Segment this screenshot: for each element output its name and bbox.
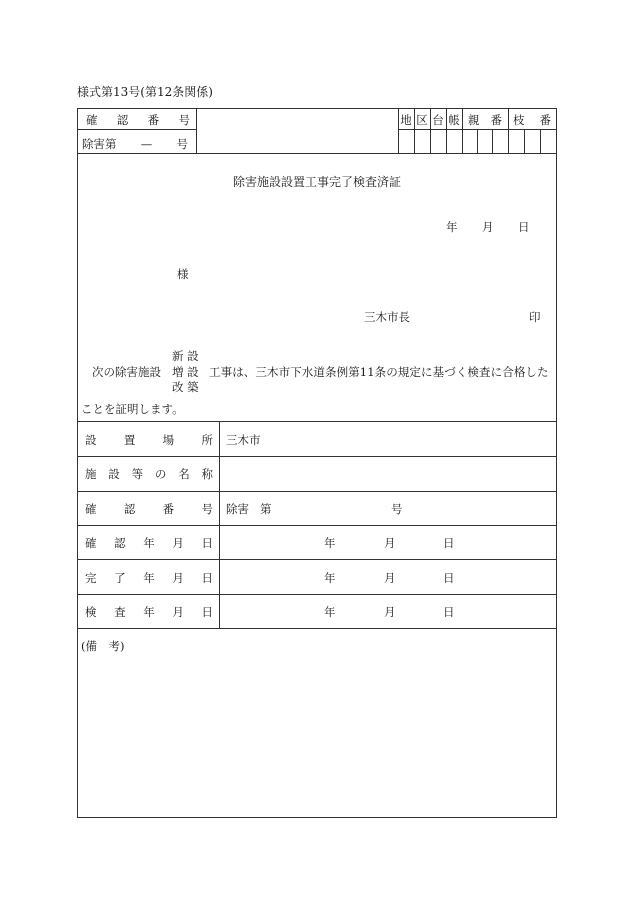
body-continuation: ことを証明します。 (81, 402, 184, 416)
confirm-number-header: 確 認 番 号 (86, 113, 190, 127)
ledger-ku: 区 (416, 113, 428, 127)
certificate-frame (77, 108, 557, 818)
ledger-parent-number: 親 番 (468, 113, 502, 127)
header-bottom-line-left (78, 153, 398, 154)
addressee-suffix: 様 (177, 267, 189, 281)
body-prefix: 次の除害施設 (92, 365, 161, 379)
header-vline-1 (196, 109, 197, 153)
confirm-number-value: 除害第 — 号 (82, 137, 188, 151)
row-completion-date-month: 月 (384, 571, 396, 585)
row-completion-date-year: 年 (324, 571, 336, 585)
table-label-divider (219, 421, 220, 628)
row-confirm-number-dai: 第 (260, 502, 272, 516)
issue-date-year: 年 (446, 220, 458, 234)
remarks-label: (備 考) (81, 639, 125, 653)
row-confirm-date-month: 月 (384, 536, 396, 550)
row-location-label: 設 置 場 所 (85, 433, 213, 447)
option-rebuild: 改 築 (172, 380, 199, 394)
ledger-chi: 地 (400, 113, 412, 127)
row-confirm-number-go: 号 (391, 502, 403, 516)
ledger-branch-number: 枝 番 (513, 113, 551, 127)
ledger-chou: 帳 (448, 113, 460, 127)
issue-date-day: 日 (518, 220, 530, 234)
ledger-dai: 台 (432, 113, 444, 127)
row-location-value: 三木市 (226, 433, 261, 447)
certificate-title: 除害施設設置工事完了検査済証 (232, 175, 401, 189)
form-number-label: 様式第13号(第12条関係) (77, 85, 213, 99)
row-confirm-date-label: 確 認 年 月 日 (85, 536, 213, 550)
body-suffix: 工事は、三木市下水道条例第11条の規定に基づく検査に合格した (209, 365, 549, 379)
row-confirm-number-prefix: 除害 (226, 502, 249, 516)
option-expand: 増 設 (172, 365, 199, 379)
row-confirm-date-day: 日 (443, 536, 455, 550)
row-confirm-date-year: 年 (324, 536, 336, 550)
row-inspection-date-label: 検 査 年 月 日 (85, 605, 213, 619)
row-inspection-date-year: 年 (324, 605, 336, 619)
row-confirm-number-label: 確 認 番 号 (85, 502, 213, 516)
row-inspection-date-month: 月 (384, 605, 396, 619)
row-completion-date-day: 日 (443, 571, 455, 585)
issue-date-month: 月 (482, 220, 494, 234)
seal-mark: 印 (529, 310, 541, 324)
header-divider (78, 129, 196, 130)
header-bottom-line-right (398, 153, 556, 154)
issuer-name: 三木市長 (364, 310, 410, 324)
option-new: 新 設 (172, 349, 199, 363)
row-inspection-date-day: 日 (443, 605, 455, 619)
row-facility-name-label: 施 設 等 の 名 称 (85, 467, 213, 481)
row-completion-date-label: 完 了 年 月 日 (85, 571, 213, 585)
